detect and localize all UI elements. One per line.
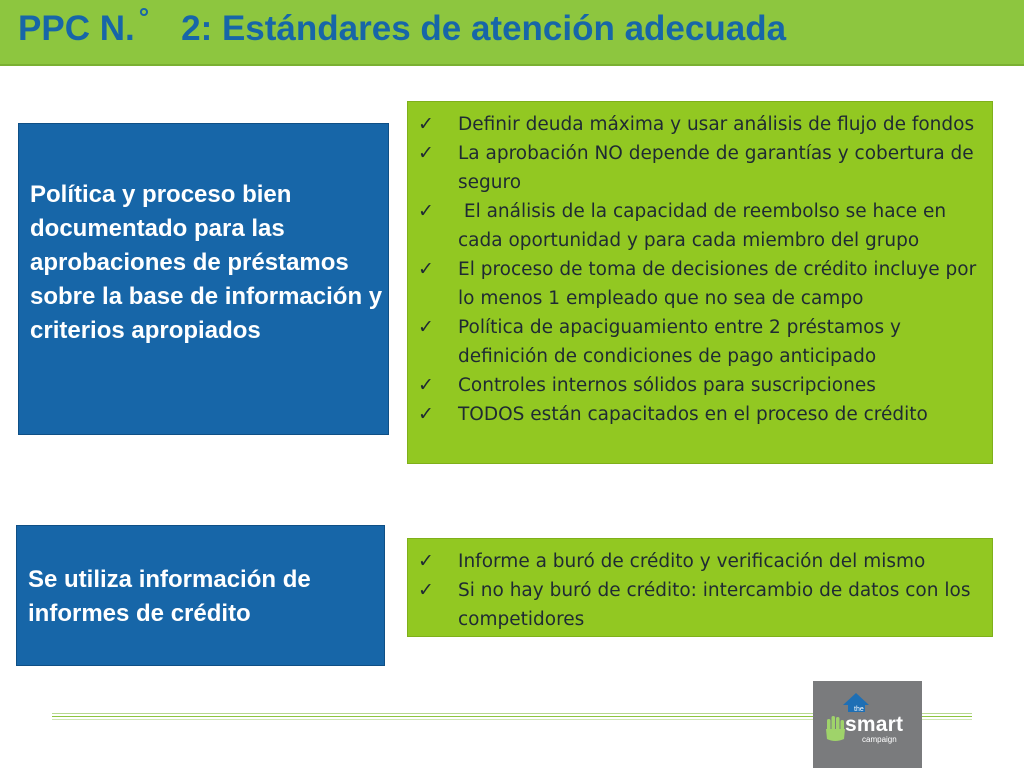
checklist-item-text: El proceso de toma de decisiones de crédito incluye por lo menos 1 empleado que no sea de campo [458, 259, 977, 309]
checklist-item-text: Informe a buró de crédito y verificación del mismo [458, 551, 926, 572]
logo-text-campaign: campaign [862, 735, 897, 744]
checklist-item [418, 197, 982, 255]
title-degree-symbol: ° [138, 2, 150, 32]
checklist-item [418, 255, 982, 313]
checklist-item-text: Controles internos sólidos para suscripciones [458, 375, 876, 396]
checklist-item [418, 313, 982, 371]
policy-checklist-box [407, 101, 993, 464]
checklist-item-text: La aprobación NO depende de garantías y cobertura de seguro [458, 143, 974, 193]
checkmark-icon: ✓ [418, 200, 434, 222]
checklist-item [418, 547, 982, 576]
credit-report-checklist [408, 547, 992, 634]
checklist-item [418, 371, 982, 400]
title-main: PPC N. [18, 9, 135, 48]
policy-checklist [408, 110, 992, 429]
title-bar [0, 0, 1024, 66]
checklist-item [418, 576, 982, 634]
checkmark-icon: ✓ [418, 142, 434, 164]
checkmark-icon: ✓ [418, 258, 434, 280]
checklist-item-text: Definir deuda máxima y usar análisis de flujo de fondos [458, 114, 975, 135]
checklist-item-text: Si no hay buró de crédito: intercambio de datos con los competidores [458, 580, 971, 630]
checklist-item [418, 110, 982, 139]
credit-report-checklist-box [407, 538, 993, 637]
hand-icon [826, 716, 845, 741]
checklist-item [418, 139, 982, 197]
policy-heading: Política y proceso bien documentado para las aprobaciones de préstamos sobre la base de información y criterios apropiados [30, 181, 383, 344]
checkmark-icon: ✓ [418, 316, 434, 338]
smart-campaign-logo [813, 681, 922, 768]
logo-text-smart: smart [845, 713, 904, 736]
checkmark-icon: ✓ [418, 550, 434, 572]
checkmark-icon: ✓ [418, 579, 434, 601]
checklist-item [418, 400, 982, 429]
checklist-item-text: TODOS están capacitados en el proceso de crédito [458, 404, 928, 425]
checklist-item-text: Política de apaciguamiento entre 2 préstamos y definición de condiciones de pago anticipado [458, 317, 901, 367]
checklist-item-text: El análisis de la capacidad de reembolso se hace en cada oportunidad y para cada miembro del grupo [458, 201, 952, 251]
credit-report-heading: Se utiliza información de informes de crédito [28, 566, 311, 627]
checkmark-icon: ✓ [418, 113, 434, 135]
title-subject: 2: Estándares de atención adecuada [181, 9, 787, 48]
credit-report-heading-box [16, 525, 385, 666]
slide-title [18, 4, 786, 54]
logo-text-the: the [854, 706, 864, 713]
checkmark-icon: ✓ [418, 374, 434, 396]
checkmark-icon: ✓ [418, 403, 434, 425]
policy-heading-box [18, 123, 389, 435]
